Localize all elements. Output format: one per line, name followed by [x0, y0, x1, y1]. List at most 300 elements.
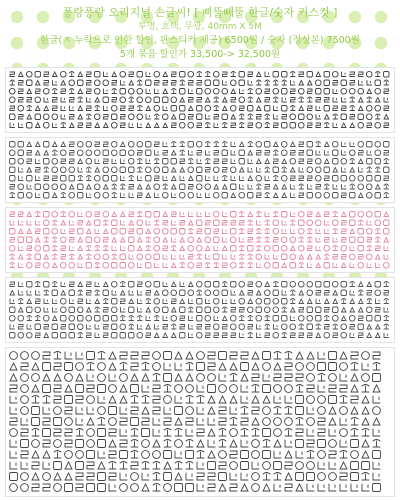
sticker-glyph	[60, 71, 66, 77]
sticker-glyph	[296, 407, 304, 415]
sticker-glyph	[86, 315, 92, 321]
sticker-glyph	[155, 220, 160, 225]
sticker-glyph	[375, 193, 381, 199]
sticker-glyph	[197, 81, 202, 86]
sticker-glyph	[307, 114, 313, 120]
sticker-glyph	[257, 229, 262, 234]
sticker-glyph	[87, 299, 92, 304]
sticker-glyph	[109, 352, 116, 359]
sticker-glyph	[318, 374, 325, 382]
sticker-glyph	[222, 193, 228, 199]
sticker-glyph	[87, 352, 95, 360]
sticker-glyph	[333, 238, 338, 243]
sticker-glyph	[18, 142, 24, 148]
sticker-glyph	[54, 484, 62, 492]
sticker-glyph	[129, 212, 134, 217]
sticker-glyph	[95, 123, 100, 128]
sticker-glyph	[10, 352, 18, 360]
sticker-glyph	[257, 237, 262, 242]
sticker-glyph	[384, 142, 390, 148]
sticker-glyph	[367, 299, 372, 304]
sticker-glyph	[308, 176, 313, 181]
sticker-glyph	[333, 324, 338, 329]
sticker-glyph	[95, 325, 100, 330]
sticker-glyph	[78, 221, 83, 226]
sticker-glyph	[121, 282, 126, 287]
sticker-glyph	[129, 324, 134, 329]
sticker-glyph	[19, 221, 24, 226]
sticker-glyph	[291, 106, 296, 111]
sticker-glyph	[318, 407, 326, 415]
sticker-glyph	[142, 352, 149, 359]
sticker-glyph	[186, 418, 193, 425]
sticker-glyph	[265, 212, 270, 217]
sticker-glyph	[94, 237, 100, 243]
sticker-glyph	[109, 440, 116, 447]
sticker-glyph	[341, 80, 347, 86]
sticker-glyph	[308, 81, 313, 86]
sticker-glyph	[290, 263, 296, 269]
sticker-glyph	[70, 246, 75, 251]
sticker-glyph	[32, 374, 40, 382]
sticker-glyph	[291, 81, 296, 86]
header	[0, 0, 400, 66]
sticker-glyph	[223, 98, 228, 103]
sticker-glyph	[21, 374, 29, 382]
sticker-glyph	[350, 97, 355, 102]
sticker-glyph	[98, 418, 105, 426]
sticker-glyph	[154, 212, 160, 218]
sticker-glyph	[129, 282, 135, 288]
sticker-glyph	[299, 159, 304, 164]
sticker-glyph	[175, 418, 182, 425]
sticker-glyph	[78, 115, 83, 120]
sticker-glyph	[54, 385, 61, 392]
sticker-glyph	[350, 308, 355, 313]
sticker-glyph	[43, 220, 49, 226]
sticker-glyph	[291, 193, 296, 198]
sticker-glyph	[19, 115, 24, 120]
sticker-glyph	[316, 106, 321, 111]
sticker-glyph	[120, 473, 127, 480]
sticker-glyph	[154, 184, 160, 190]
sticker-glyph	[27, 282, 33, 288]
sticker-glyph	[32, 473, 39, 480]
sticker-glyph	[19, 263, 24, 268]
sticker-glyph	[214, 185, 219, 190]
sticker-glyph	[87, 451, 95, 459]
sticker-glyph	[248, 114, 253, 119]
sticker-glyph	[358, 114, 364, 120]
sticker-glyph	[18, 105, 24, 111]
sticker-glyph	[263, 418, 271, 426]
sticker-glyph	[180, 80, 185, 85]
sticker-glyph	[53, 142, 58, 147]
sticker-glyph	[197, 193, 202, 198]
sticker-glyph	[384, 80, 389, 85]
sticker-sheet-4-art	[6, 278, 394, 342]
sticker-glyph	[231, 246, 237, 252]
sticker-glyph	[78, 89, 83, 94]
sticker-glyph	[291, 308, 296, 313]
sticker-glyph	[43, 407, 50, 414]
sticker-glyph	[87, 81, 92, 86]
sticker-glyph	[155, 263, 160, 268]
sticker-glyph	[197, 72, 202, 77]
sticker-glyph	[103, 290, 109, 296]
sticker-glyph	[188, 167, 194, 173]
sticker-glyph	[172, 123, 177, 128]
sticker-glyph	[333, 176, 339, 182]
sticker-glyph	[205, 229, 211, 235]
sticker-glyph	[248, 106, 254, 112]
sticker-glyph	[206, 221, 211, 226]
sticker-glyph	[240, 246, 245, 251]
sticker-glyph	[223, 159, 228, 164]
sticker-glyph	[52, 333, 58, 339]
sticker-glyph	[285, 451, 292, 458]
sticker-glyph	[367, 151, 372, 156]
sticker-glyph	[155, 89, 160, 94]
sticker-glyph	[76, 374, 83, 381]
sticker-glyph	[241, 396, 248, 403]
sticker-glyph	[263, 429, 271, 437]
sticker-glyph	[296, 418, 303, 426]
sticker-glyph	[189, 255, 194, 260]
sticker-glyph	[375, 316, 381, 322]
sticker-glyph	[342, 98, 347, 103]
sticker-glyph	[274, 429, 282, 437]
sticker-glyph	[19, 282, 24, 287]
sticker-glyph	[180, 325, 185, 330]
sticker-glyph	[163, 123, 168, 128]
sticker-glyph	[307, 363, 315, 371]
sticker-glyph	[316, 142, 321, 147]
sticker-glyph	[163, 212, 168, 217]
sticker-glyph	[142, 418, 149, 425]
sticker-glyph	[376, 333, 381, 338]
sticker-glyph	[282, 159, 287, 164]
sticker-glyph	[70, 98, 75, 103]
sticker-glyph	[223, 123, 228, 128]
sticker-glyph	[359, 299, 364, 304]
sticker-glyph	[172, 81, 177, 86]
sticker-glyph	[10, 363, 17, 370]
sticker-glyph	[274, 142, 279, 147]
sticker-glyph	[223, 325, 228, 330]
sticker-glyph	[53, 72, 58, 77]
sticker-glyph	[103, 97, 109, 103]
sticker-glyph	[359, 81, 364, 86]
sticker-glyph	[332, 315, 338, 321]
sticker-glyph	[27, 115, 32, 120]
sticker-glyph	[197, 98, 202, 103]
sticker-glyph	[70, 123, 75, 128]
sticker-glyph	[112, 159, 117, 164]
sticker-glyph	[129, 307, 135, 313]
sticker-glyph	[325, 238, 330, 243]
sticker-glyph	[95, 246, 100, 251]
sticker-glyph	[248, 282, 253, 287]
sticker-glyph	[21, 429, 28, 436]
sticker-glyph	[112, 263, 118, 269]
sticker-glyph	[231, 89, 236, 94]
sticker-glyph	[291, 89, 296, 94]
sticker-glyph	[163, 221, 168, 226]
sticker-glyph	[52, 167, 58, 173]
sticker-glyph	[240, 212, 245, 217]
sticker-glyph	[299, 184, 304, 189]
sticker-glyph	[179, 122, 185, 128]
sticker-glyph	[383, 262, 389, 268]
sticker-glyph	[43, 451, 50, 458]
sticker-glyph	[375, 122, 381, 128]
sticker-glyph	[231, 229, 237, 235]
sticker-glyph	[44, 176, 49, 181]
sticker-glyph	[87, 385, 94, 392]
sticker-glyph	[241, 374, 248, 381]
sticker-glyph	[274, 396, 281, 403]
sticker-glyph	[163, 72, 168, 77]
sticker-glyph	[308, 159, 313, 164]
sticker-glyph	[19, 176, 24, 181]
sticker-glyph	[366, 228, 372, 234]
sticker-glyph	[154, 97, 160, 103]
sticker-glyph	[103, 316, 109, 322]
sticker-glyph	[307, 440, 314, 447]
sticker-glyph	[153, 462, 160, 470]
sticker-glyph	[239, 97, 245, 103]
sticker-glyph	[78, 80, 84, 86]
sticker-glyph	[273, 246, 279, 252]
sticker-glyph	[172, 72, 177, 77]
sticker-glyph	[298, 281, 304, 287]
sticker-glyph	[351, 374, 358, 381]
sticker-glyph	[318, 429, 325, 436]
sticker-glyph	[208, 440, 215, 447]
sticker-glyph	[329, 396, 337, 404]
sticker-glyph	[120, 440, 127, 447]
sticker-glyph	[219, 440, 226, 448]
sticker-glyph	[146, 193, 151, 198]
sticker-glyph	[189, 89, 194, 94]
sticker-glyph	[318, 473, 326, 481]
sticker-glyph	[384, 238, 389, 243]
sticker-glyph	[273, 220, 279, 226]
sticker-glyph	[19, 255, 24, 260]
sticker-glyph	[189, 325, 194, 330]
sticker-glyph	[230, 105, 236, 111]
sticker-glyph	[208, 473, 215, 480]
sticker-glyph	[109, 429, 116, 436]
sticker-glyph	[109, 363, 116, 370]
sticker-glyph	[109, 374, 116, 381]
sticker-glyph	[349, 254, 355, 260]
sticker-glyph	[21, 352, 29, 360]
sticker-glyph	[213, 71, 219, 77]
sticker-glyph	[299, 176, 304, 181]
sticker-glyph	[282, 80, 287, 85]
sticker-glyph	[188, 262, 194, 268]
sticker-glyph	[87, 396, 95, 404]
sticker-glyph	[155, 333, 160, 338]
sticker-glyph	[197, 385, 204, 392]
sticker-glyph	[333, 307, 339, 313]
sticker-glyph	[121, 221, 126, 226]
sticker-glyph	[282, 263, 287, 268]
sticker-glyph	[43, 429, 51, 437]
sticker-glyph	[109, 484, 116, 491]
sticker-glyph	[248, 325, 253, 330]
sticker-glyph	[78, 316, 84, 322]
sticker-glyph	[54, 396, 61, 403]
sticker-glyph	[241, 352, 248, 359]
sticker-glyph	[180, 316, 185, 321]
sticker-glyph	[138, 193, 143, 198]
sticker-glyph	[384, 212, 389, 217]
sticker-glyph	[367, 167, 372, 172]
sticker-glyph	[252, 396, 259, 403]
sticker-glyph	[274, 407, 281, 415]
sticker-glyph	[230, 440, 237, 447]
sticker-glyph	[76, 363, 84, 371]
sticker-glyph	[21, 462, 28, 469]
sticker-glyph	[248, 254, 253, 259]
sticker-glyph	[53, 98, 58, 103]
sticker-glyph	[299, 97, 304, 102]
sticker-glyph	[263, 374, 270, 381]
sticker-glyph	[43, 385, 51, 393]
sticker-glyph	[52, 211, 58, 217]
sticker-glyph	[296, 451, 303, 458]
sticker-glyph	[65, 363, 73, 371]
sticker-glyph	[308, 185, 313, 190]
sticker-glyph	[120, 374, 128, 382]
sticker-glyph	[163, 167, 169, 173]
sticker-glyph	[230, 374, 237, 382]
sticker-glyph	[282, 282, 288, 288]
sticker-glyph	[188, 71, 194, 77]
sticker-glyph	[87, 333, 92, 338]
sticker-glyph	[241, 484, 248, 491]
sticker-glyph	[36, 151, 41, 156]
sticker-glyph	[290, 324, 296, 330]
sticker-glyph	[324, 192, 330, 198]
sticker-glyph	[164, 429, 171, 437]
sticker-glyph	[78, 255, 83, 260]
sticker-glyph	[95, 168, 100, 173]
sticker-glyph	[384, 72, 390, 78]
sticker-glyph	[248, 123, 253, 128]
sticker-glyph	[248, 72, 253, 77]
sticker-glyph	[129, 72, 134, 77]
sticker-glyph	[78, 184, 84, 190]
sticker-glyph	[103, 192, 109, 198]
sticker-glyph	[273, 298, 279, 304]
sticker-glyph	[172, 255, 177, 260]
sticker-glyph	[265, 98, 270, 103]
sticker-glyph	[307, 418, 315, 426]
sticker-glyph	[53, 176, 58, 181]
sticker-glyph	[366, 71, 372, 77]
sticker-glyph	[376, 114, 381, 119]
sticker-glyph	[10, 238, 15, 243]
sticker-glyph	[131, 385, 139, 393]
sticker-glyph	[285, 385, 293, 393]
sticker-glyph	[61, 81, 66, 86]
sticker-glyph	[120, 484, 128, 492]
sticker-glyph	[373, 385, 380, 392]
sticker-glyph	[223, 307, 228, 312]
sticker-glyph	[87, 114, 92, 119]
sticker-glyph	[366, 114, 372, 120]
sticker-glyph	[367, 263, 372, 268]
sticker-glyph	[112, 89, 117, 94]
sticker-glyph	[231, 291, 236, 296]
sticker-glyph	[223, 168, 228, 173]
sticker-glyph	[32, 484, 39, 491]
sticker-glyph	[197, 263, 202, 268]
sticker-glyph	[214, 254, 220, 260]
sticker-glyph	[9, 88, 15, 94]
sticker-glyph	[342, 142, 347, 147]
sticker-glyph	[155, 291, 160, 296]
sticker-glyph	[104, 308, 109, 313]
sticker-glyph	[219, 385, 227, 393]
sticker-glyph	[87, 418, 94, 425]
sticker-glyph	[155, 114, 160, 119]
sticker-glyph	[163, 325, 168, 330]
sticker-glyph	[384, 291, 389, 296]
sticker-glyph	[69, 290, 75, 296]
sticker-glyph	[341, 176, 347, 182]
sticker-glyph	[61, 325, 66, 330]
sticker-glyph	[351, 473, 359, 481]
sticker-glyph	[219, 407, 226, 414]
sticker-glyph	[265, 299, 271, 305]
sticker-glyph	[112, 193, 117, 198]
sticker-glyph	[239, 281, 245, 287]
sticker-glyph	[324, 89, 330, 95]
sticker-glyph	[44, 106, 49, 111]
sticker-glyph	[206, 168, 211, 173]
sticker-glyph	[197, 429, 204, 436]
sticker-glyph	[274, 212, 279, 217]
sticker-glyph	[87, 221, 92, 226]
sticker-glyph	[281, 324, 287, 330]
sticker-glyph	[376, 308, 381, 313]
sticker-glyph	[26, 332, 32, 338]
sticker-glyph	[95, 229, 100, 234]
sticker-glyph	[223, 333, 228, 338]
sticker-glyph	[316, 72, 321, 77]
sticker-glyph	[197, 299, 203, 305]
sticker-glyph	[307, 324, 313, 330]
sticker-glyph	[70, 221, 75, 226]
sticker-glyph	[186, 473, 193, 480]
sticker-glyph	[36, 176, 41, 181]
sticker-glyph	[197, 238, 202, 243]
sticker-glyph	[208, 451, 215, 458]
sticker-glyph	[308, 229, 313, 234]
sticker-glyph	[103, 80, 109, 86]
sticker-glyph	[78, 123, 83, 128]
sticker-glyph	[188, 142, 194, 148]
sticker-glyph	[44, 237, 49, 242]
sticker-glyph	[163, 176, 168, 181]
sticker-glyph	[121, 176, 126, 181]
sticker-glyph	[138, 151, 143, 156]
